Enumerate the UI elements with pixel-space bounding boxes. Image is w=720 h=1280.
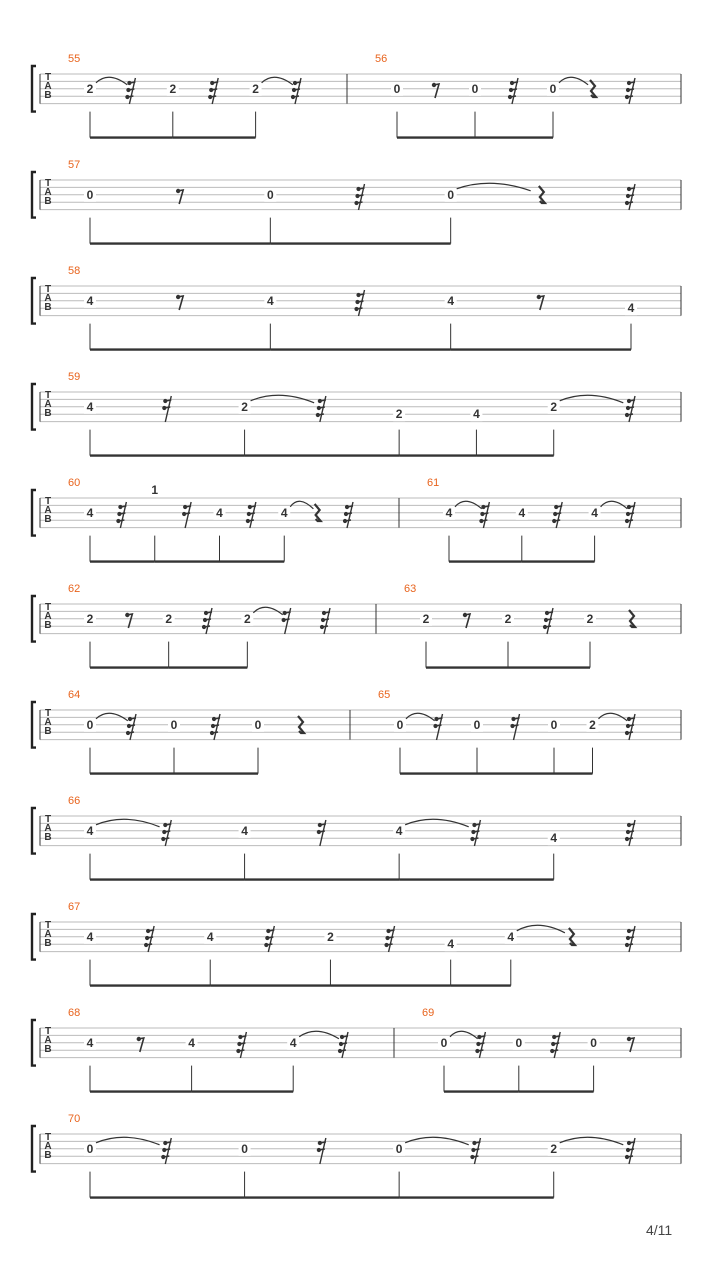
fret-number: 4 — [445, 505, 453, 520]
rest-flag — [164, 407, 170, 408]
rest-flag — [628, 1149, 634, 1150]
rest-flag — [553, 1043, 559, 1044]
rest-flag — [358, 195, 364, 196]
rest-flag — [513, 725, 519, 726]
system-bracket — [32, 172, 36, 218]
rest-flag — [213, 725, 219, 726]
system-row — [32, 795, 681, 880]
rest-flag — [556, 506, 562, 507]
measure-number: 70 — [68, 1113, 81, 1125]
rest-flag — [128, 89, 134, 90]
fret-number: 0 — [550, 717, 558, 732]
measure-number: 60 — [68, 477, 81, 489]
tab-clef-letter: B — [44, 196, 52, 207]
tab-clef-letter: A — [44, 823, 52, 834]
rest-flag — [148, 930, 154, 931]
fret-number: 4 — [280, 505, 288, 520]
rest-flag — [474, 1142, 480, 1143]
system-bracket — [32, 1126, 36, 1172]
rest-flag — [185, 506, 191, 507]
rest-flag — [478, 1043, 484, 1044]
rest-flag — [239, 1043, 245, 1044]
rest-flag — [285, 612, 291, 613]
tab-clef-letter: T — [44, 602, 52, 613]
fret-number: 2 — [327, 929, 334, 944]
tab-clef-letter: A — [44, 187, 52, 198]
tab-clef-letter: B — [44, 514, 52, 525]
rest-flag — [514, 718, 520, 719]
rest-flag — [165, 824, 171, 825]
rest-flag — [555, 513, 561, 514]
rest-flag — [472, 1156, 478, 1157]
fret-number: 0 — [590, 1035, 597, 1050]
rest-flag — [628, 89, 634, 90]
rest-flag — [319, 407, 325, 408]
fret-number: 4 — [507, 929, 515, 944]
rest-flag — [164, 1149, 170, 1150]
rest-flag — [629, 1142, 635, 1143]
rest-flag — [318, 414, 324, 415]
fret-number: 0 — [170, 717, 178, 732]
tab-clef-letter: T — [44, 1132, 52, 1143]
tab-clef-letter: T — [44, 496, 52, 507]
rest-flag — [249, 513, 255, 514]
system-row — [32, 583, 681, 668]
measure-number: 68 — [68, 1007, 81, 1019]
system-row — [32, 371, 681, 456]
page-number: 4/11 — [646, 1222, 673, 1238]
measure-number: 55 — [68, 53, 81, 65]
rest-flag — [164, 831, 170, 832]
rest-flag — [545, 626, 551, 627]
fret-number: 4 — [86, 929, 94, 944]
rest-flag — [629, 82, 635, 83]
rest-flag — [320, 824, 326, 825]
rest-flag — [267, 937, 273, 938]
tab-clef-letter: T — [44, 390, 52, 401]
measure-number: 69 — [422, 1007, 435, 1019]
rest-flag — [627, 520, 633, 521]
rest-flag — [345, 520, 351, 521]
measure-number: 65 — [378, 689, 391, 701]
rest-flag — [436, 725, 442, 726]
rest-flag — [629, 188, 635, 189]
system-row — [32, 689, 681, 774]
fret-number: 4 — [241, 823, 248, 838]
rest-flag — [130, 718, 136, 719]
tab-clef-letter: A — [44, 81, 52, 92]
rest-flag — [511, 89, 517, 90]
system-bracket — [32, 808, 36, 854]
tab-clef-letter: A — [44, 293, 52, 304]
rest-flag — [512, 82, 518, 83]
fret-number: 4 — [518, 505, 526, 520]
rest-flag — [212, 82, 218, 83]
fret-number: 0 — [549, 81, 557, 96]
fret-number: 2 — [169, 81, 177, 96]
rest-flag — [472, 838, 478, 839]
rest-flag — [389, 930, 395, 931]
tab-clef-letter: T — [44, 814, 52, 825]
system-bracket — [32, 384, 36, 430]
rest-flag — [129, 725, 135, 726]
rest-flag — [210, 96, 216, 97]
rest-flag — [359, 294, 365, 295]
fret-number: 0 — [473, 717, 481, 732]
rest-flag — [248, 520, 254, 521]
rest-flag — [341, 1043, 347, 1044]
tab-clef-letter: A — [44, 1141, 52, 1152]
tab-clef-letter: B — [44, 726, 52, 737]
rest-flag — [211, 89, 217, 90]
fret-number: 0 — [447, 187, 455, 202]
rest-flag — [128, 732, 134, 733]
rest-flag — [347, 506, 353, 507]
rest-flag — [120, 506, 126, 507]
rest-flag — [250, 506, 256, 507]
tab-clef-letter: B — [44, 90, 52, 101]
tab-clef-letter: B — [44, 832, 52, 843]
rest-flag — [628, 407, 634, 408]
fret-number: 4 — [591, 505, 598, 520]
system-bracket — [32, 66, 36, 112]
rest-flag — [358, 301, 364, 302]
fret-number: 0 — [86, 1141, 94, 1156]
fret-number: 0 — [241, 1141, 248, 1156]
fret-number: 2 — [422, 611, 430, 626]
fret-number: 4 — [473, 407, 480, 422]
measure-number: 61 — [427, 477, 440, 489]
rest-flag — [628, 725, 634, 726]
rest-flag — [627, 732, 633, 733]
rest-flag — [473, 831, 479, 832]
rest-flag — [165, 1142, 171, 1143]
rest-flag — [629, 718, 635, 719]
rest-flag — [319, 1149, 325, 1150]
tab-clef-letter: T — [44, 284, 52, 295]
measure-number: 63 — [404, 583, 417, 595]
tab-clef-letter: T — [44, 72, 52, 83]
rest-flag — [554, 520, 560, 521]
rest-flag — [547, 612, 553, 613]
rest-flag — [319, 831, 325, 832]
rest-flag — [628, 831, 634, 832]
fret-number: 2 — [395, 407, 403, 422]
rest-flag — [473, 1149, 479, 1150]
fret-number: 2 — [86, 611, 94, 626]
rest-flag — [266, 944, 272, 945]
fret-number: 2 — [252, 81, 259, 96]
rest-flag — [240, 1036, 246, 1037]
fret-number: 4 — [216, 505, 223, 520]
rest-flag — [437, 718, 443, 719]
rest-flag — [118, 520, 124, 521]
rest-flag — [324, 612, 330, 613]
tab-clef-letter: B — [44, 408, 52, 419]
tab-clef-letter: T — [44, 1026, 52, 1037]
fret-number: 4 — [86, 823, 94, 838]
fret-number: 2 — [550, 1141, 558, 1156]
rest-flag — [294, 89, 300, 90]
rest-flag — [552, 1050, 558, 1051]
fret-number: 4 — [550, 831, 558, 846]
fret-number: 2 — [589, 717, 596, 732]
rest-flag — [204, 626, 210, 627]
rest-flag — [340, 1050, 346, 1051]
rest-flag — [474, 824, 480, 825]
rest-flag — [214, 718, 220, 719]
rest-flag — [554, 1036, 560, 1037]
fret-number: 2 — [586, 611, 594, 626]
rest-flag — [357, 308, 363, 309]
rest-flag — [628, 195, 634, 196]
rest-flag — [206, 612, 212, 613]
fret-number: 2 — [86, 81, 94, 96]
fret-number: 4 — [266, 293, 274, 308]
system-row — [32, 265, 681, 350]
rest-flag — [129, 82, 135, 83]
tab-clef-letter: A — [44, 717, 52, 728]
tab-clef-letter: A — [44, 929, 52, 940]
fret-number: 4 — [289, 1035, 297, 1050]
rest-flag — [293, 96, 299, 97]
rest-flag — [627, 96, 633, 97]
fret-number: 4 — [188, 1035, 195, 1050]
rest-flag — [295, 82, 301, 83]
rest-flag — [628, 937, 634, 938]
rest-flag — [629, 824, 635, 825]
rest-flag — [388, 937, 394, 938]
rest-flag — [387, 944, 393, 945]
tab-clef-letter: T — [44, 178, 52, 189]
rest-flag — [284, 619, 290, 620]
rest-flag — [184, 513, 190, 514]
fret-number: 0 — [86, 717, 94, 732]
system-bracket — [32, 490, 36, 536]
rest-flag — [479, 1036, 485, 1037]
tab-clef-letter: A — [44, 1035, 52, 1046]
fret-number: 0 — [440, 1035, 448, 1050]
measure-number: 57 — [68, 159, 81, 171]
system-row — [32, 1007, 681, 1092]
fret-number: 4 — [86, 1035, 94, 1050]
rest-flag — [482, 513, 488, 514]
fret-number: 0 — [254, 717, 262, 732]
rest-flag — [627, 1156, 633, 1157]
rest-flag — [629, 930, 635, 931]
fret-number: 4 — [206, 929, 214, 944]
fret-number: 0 — [395, 1141, 403, 1156]
rest-flag — [628, 513, 634, 514]
fret-number: 0 — [515, 1035, 523, 1050]
rest-flag — [627, 414, 633, 415]
measure-number: 67 — [68, 901, 81, 913]
rest-flag — [359, 188, 365, 189]
rest-flag — [205, 619, 211, 620]
rest-flag — [546, 619, 552, 620]
system-bracket — [32, 702, 36, 748]
tab-clef-letter: A — [44, 505, 52, 516]
tab-clef-letter: B — [44, 1150, 52, 1161]
fret-number: 4 — [627, 301, 635, 316]
fret-number: 0 — [266, 187, 274, 202]
fret-number: 0 — [471, 81, 479, 96]
measure-number: 56 — [375, 53, 388, 65]
rest-flag — [510, 96, 516, 97]
rest-flag — [477, 1050, 483, 1051]
fret-number: 0 — [396, 717, 404, 732]
tab-clef-letter: T — [44, 708, 52, 719]
fret-number: 2 — [241, 399, 248, 414]
system-bracket — [32, 596, 36, 642]
rest-flag — [481, 520, 487, 521]
rest-flag — [147, 937, 153, 938]
fret-number: 2 — [504, 611, 512, 626]
rest-flag — [483, 506, 489, 507]
system-row — [32, 901, 681, 986]
rest-flag — [627, 202, 633, 203]
measure-number: 62 — [68, 583, 81, 595]
rest-flag — [357, 202, 363, 203]
fret-number: 2 — [550, 399, 558, 414]
tab-clef-letter: B — [44, 1044, 52, 1055]
fret-number: 0 — [86, 187, 94, 202]
rest-flag — [238, 1050, 244, 1051]
tab-clef-letter: T — [44, 920, 52, 931]
rest-flag — [163, 838, 169, 839]
system-row — [32, 53, 681, 138]
fret-number: 0 — [393, 81, 401, 96]
system-bracket — [32, 1020, 36, 1066]
tab-clef-letter: B — [44, 620, 52, 631]
fret-number: 4 — [86, 505, 94, 520]
rest-flag — [212, 732, 218, 733]
measure-number: 59 — [68, 371, 81, 383]
system-row — [32, 1113, 681, 1198]
rest-flag — [268, 930, 274, 931]
rest-flag — [629, 400, 635, 401]
fret-number: 4 — [395, 823, 403, 838]
rest-flag — [320, 1142, 326, 1143]
fret-number: 4 — [86, 293, 94, 308]
rest-flag — [119, 513, 125, 514]
system-row — [32, 477, 681, 562]
system-bracket — [32, 278, 36, 324]
tab-clef-letter: A — [44, 399, 52, 410]
rest-flag — [163, 1156, 169, 1157]
fret-number: 2 — [165, 611, 173, 626]
system-bracket — [32, 914, 36, 960]
fret-number: 1 — [151, 483, 159, 497]
rest-flag — [320, 400, 326, 401]
rest-flag — [346, 513, 352, 514]
rest-flag — [627, 944, 633, 945]
tab-clef-letter: B — [44, 302, 52, 313]
measure-number: 66 — [68, 795, 81, 807]
rest-flag — [146, 944, 152, 945]
rest-flag — [342, 1036, 348, 1037]
fret-number: 4 — [447, 937, 455, 952]
measure-number: 58 — [68, 265, 81, 277]
fret-number: 4 — [447, 293, 455, 308]
rest-flag — [127, 96, 133, 97]
tab-clef-letter: A — [44, 611, 52, 622]
rest-flag — [627, 838, 633, 839]
rest-flag — [629, 506, 635, 507]
measure-number: 64 — [68, 689, 81, 701]
rest-flag — [323, 619, 329, 620]
rest-flag — [322, 626, 328, 627]
system-row — [32, 159, 681, 244]
tab-clef-letter: B — [44, 938, 52, 949]
rest-flag — [165, 400, 171, 401]
fret-number: 4 — [86, 399, 94, 414]
fret-number: 2 — [243, 611, 251, 626]
